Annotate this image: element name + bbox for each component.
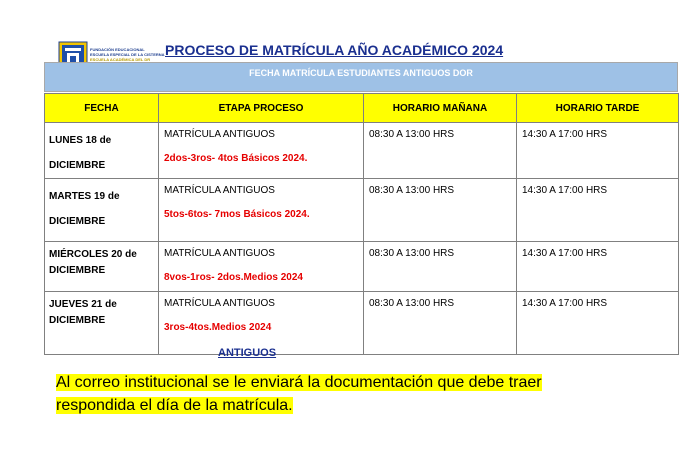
grades-label: 5tos-6tos- 7mos Básicos 2024. — [164, 209, 310, 220]
date-line-1: LUNES 18 de — [49, 135, 112, 146]
date-cell — [45, 179, 159, 242]
date-line-1: MARTES 19 de — [49, 191, 120, 202]
date-cell — [45, 123, 159, 179]
logo-line-3: ESCUELA ACADÉMICA DEL DR — [90, 57, 151, 62]
stage-label: MATRÍCULA ANTIGUOS — [164, 248, 275, 259]
stage-cell — [159, 179, 364, 242]
date-line-2: DICIEMBRE — [49, 216, 106, 227]
date-line-1: JUEVES 21 de — [49, 299, 117, 310]
morning-time: 08:30 A 13:00 HRS — [364, 179, 517, 242]
stage-label: MATRÍCULA ANTIGUOS — [164, 129, 275, 140]
grades-label: 3ros-4tos.Medios 2024 — [164, 322, 272, 333]
logo-line-1: FUNDACIÓN EDUCACIONAL — [90, 47, 145, 52]
header-fecha: FECHA — [45, 94, 159, 123]
header-horario-tarde: HORARIO TARDE — [517, 94, 679, 123]
morning-time: 08:30 A 13:00 HRS — [364, 123, 517, 179]
grades-label: 8vos-1ros- 2dos.Medios 2024 — [164, 272, 303, 283]
header-horario-manana: HORARIO MAÑANA — [364, 94, 517, 123]
date-cell — [45, 292, 159, 355]
morning-time: 08:30 A 13:00 HRS — [364, 242, 517, 292]
table-row — [45, 292, 679, 355]
stage-cell — [159, 123, 364, 179]
logo-caption — [90, 47, 165, 62]
stage-label: MATRÍCULA ANTIGUOS — [164, 185, 275, 196]
table-subheader: FECHA MATRÍCULA ESTUDIANTES ANTIGUOS DOR — [44, 62, 678, 92]
table-row — [45, 242, 679, 292]
page-title: PROCESO DE MATRÍCULA AÑO ACADÉMICO 2024 — [165, 42, 504, 58]
stage-label: MATRÍCULA ANTIGUOS — [164, 298, 275, 309]
afternoon-time: 14:30 A 17:00 HRS — [517, 123, 679, 179]
date-cell — [45, 242, 159, 292]
schedule-table — [44, 93, 679, 355]
afternoon-time: 14:30 A 17:00 HRS — [517, 292, 679, 355]
table-header-row — [45, 94, 679, 123]
antiguos-label: ANTIGUOS — [218, 347, 277, 359]
morning-time: 08:30 A 13:00 HRS — [364, 292, 517, 355]
stage-cell — [159, 242, 364, 292]
date-line-1: MIÉRCOLES 20 de — [49, 249, 137, 260]
note-line-2: respondida el día de la matrícula. — [56, 397, 293, 414]
instruction-note — [56, 371, 626, 417]
afternoon-time: 14:30 A 17:00 HRS — [517, 242, 679, 292]
grades-label: 2dos-3ros- 4tos Básicos 2024. — [164, 153, 308, 164]
note-line-1: Al correo institucional se le enviará la documentación que debe traer — [56, 374, 542, 391]
date-line-2: DICIEMBRE — [49, 315, 106, 326]
afternoon-time: 14:30 A 17:00 HRS — [517, 179, 679, 242]
logo-line-2: ESCUELA ESPECIAL DE LA CISTERNA — [90, 52, 165, 57]
table-row — [45, 179, 679, 242]
stage-cell — [159, 292, 364, 355]
header-etapa-proceso: ETAPA PROCESO — [159, 94, 364, 123]
date-line-2: DICIEMBRE — [49, 265, 106, 276]
date-line-2: DICIEMBRE — [49, 160, 106, 171]
table-row — [45, 123, 679, 179]
